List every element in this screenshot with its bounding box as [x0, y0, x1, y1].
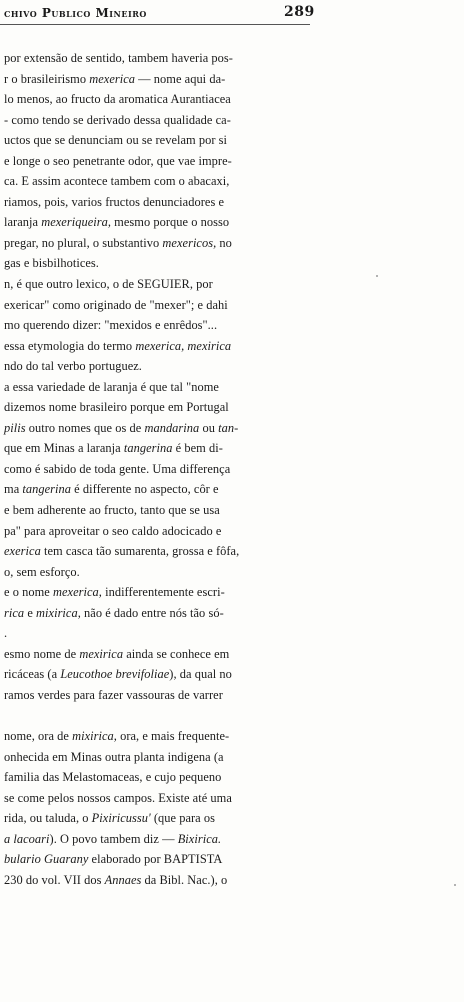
text-run: é differente no aspecto, côr e — [71, 482, 219, 497]
text-line — [4, 664, 320, 685]
text-run: como é sabido de toda gente. Uma differença — [4, 461, 231, 476]
text-line — [4, 69, 320, 90]
text-line — [4, 397, 320, 418]
text-run: e — [24, 605, 37, 620]
text-line — [4, 192, 320, 213]
header-rule — [0, 24, 310, 25]
text-line — [4, 685, 320, 706]
italic-term: mexeriqueira, — [41, 215, 112, 230]
text-run: não é dado entre nós tão só- — [80, 605, 224, 620]
text-line — [4, 562, 320, 583]
text-run: ndo do tal verbo portuguez. — [4, 359, 142, 374]
italic-term: mandarina — [144, 420, 200, 435]
italic-term: pilis — [4, 420, 26, 435]
text-line — [4, 706, 320, 727]
italic-term: bulario Guarany — [4, 852, 89, 867]
text-line — [4, 747, 320, 768]
text-run: essa etymologia do termo — [4, 338, 136, 353]
text-run: laranja — [4, 215, 42, 230]
italic-term: Pixiricussu' — [91, 811, 151, 826]
text-run: mo querendo dizer: "mexidos e enrêdos"... — [4, 318, 218, 333]
text-run: ), da qual no — [169, 667, 232, 682]
text-run: ou — [199, 420, 219, 435]
text-run: ramos verdes para fazer vassouras de varrer — [4, 687, 223, 702]
italic-term: mexirica — [79, 646, 124, 661]
text-run: 230 do vol. VII dos — [4, 872, 105, 887]
text-line — [4, 110, 320, 131]
speck — [454, 884, 456, 886]
body-text — [4, 48, 320, 890]
text-run: dizemos nome brasileiro porque em Portugal — [4, 400, 229, 415]
text-run: lo menos, ao fructo da aromatica Aurantiacea — [4, 92, 231, 107]
italic-term: mexerica — [89, 71, 136, 86]
text-run: e bem adherente ao fructo, tanto que se usa — [4, 503, 220, 518]
italic-term: rica — [4, 605, 25, 620]
text-line — [4, 521, 320, 542]
text-line — [4, 623, 320, 644]
text-line — [4, 377, 320, 398]
text-run: r o brasileirismo — [4, 71, 90, 86]
italic-term: Annaes — [104, 872, 142, 887]
text-line — [4, 233, 320, 254]
text-run: ma — [4, 482, 23, 497]
text-line — [4, 849, 320, 870]
text-run: pa" para aproveitar o seo caldo adocicado e — [4, 523, 222, 538]
text-line — [4, 418, 320, 439]
text-run: no — [216, 235, 232, 250]
text-run: elaborado por BAPTISTA — [88, 852, 223, 867]
text-run: o, sem esforço. — [4, 564, 80, 579]
text-line — [4, 438, 320, 459]
text-run: esmo nome de — [4, 646, 80, 661]
text-line — [4, 315, 320, 336]
text-run: se come pelos nossos campos. Existe até uma — [4, 790, 232, 805]
text-line — [4, 808, 320, 829]
text-line — [4, 89, 320, 110]
italic-term: mexerica, mexirica — [135, 338, 232, 353]
italic-term: tangerina — [22, 482, 72, 497]
running-title: chivo Publico Mineiro — [4, 6, 147, 20]
text-run: pregar, no plural, o substantivo — [4, 235, 163, 250]
text-run: ricáceas (a — [4, 667, 61, 682]
text-line — [4, 253, 320, 274]
text-line — [4, 767, 320, 788]
text-line — [4, 130, 320, 151]
text-run: ). O povo tambem diz — — [49, 831, 178, 846]
text-run: riamos, pois, varios fructos denunciadores e — [4, 194, 225, 209]
italic-term: Leucothoe brevifoliae — [60, 667, 170, 682]
text-line — [4, 479, 320, 500]
text-line — [4, 541, 320, 562]
text-line — [4, 829, 320, 850]
text-line — [4, 356, 320, 377]
text-run: ainda se conhece em — [123, 646, 230, 661]
text-run: - como tendo se derivado dessa qualidade ca- — [4, 112, 231, 127]
text-run: ca. E assim acontece tambem com o abacaxi, — [4, 174, 230, 189]
text-line — [4, 603, 320, 624]
text-line — [4, 500, 320, 521]
text-line — [4, 295, 320, 316]
text-line — [4, 870, 320, 891]
text-run: por extensão de sentido, tambem haveria pos- — [4, 51, 233, 65]
text-line — [4, 48, 320, 69]
text-line — [4, 582, 320, 603]
text-run: da Bibl. Nac.), o — [141, 872, 228, 887]
text-run: e o nome — [4, 585, 53, 600]
page-header — [0, 4, 464, 24]
text-run: que em Minas a laranja — [4, 441, 124, 456]
text-run: (que para os — [150, 811, 215, 826]
italic-term: mixirica, — [36, 605, 81, 620]
text-run: e longe o seo penetrante odor, que vae impre- — [4, 153, 232, 168]
text-run: . — [4, 626, 8, 641]
text-run: nome, ora de — [4, 729, 73, 744]
italic-term: a lacoari — [4, 831, 50, 846]
text-run: — nome aqui da- — [135, 71, 226, 86]
text-line — [4, 726, 320, 747]
italic-term: tan- — [218, 420, 239, 435]
text-line — [4, 274, 320, 295]
text-run: n, é que outro lexico, o de SEGUIER, por — [4, 277, 213, 292]
text-run: mesmo porque o nosso — [111, 215, 230, 230]
text-run: uctos que se denunciam ou se revelam por si — [4, 133, 228, 148]
text-run: indifferentemente escri- — [101, 585, 225, 600]
page-number: 289 — [284, 4, 315, 20]
text-run: a essa variedade de laranja é que tal "nome — [4, 379, 219, 394]
text-line — [4, 459, 320, 480]
text-run: familia das Melastomaceas, e cujo pequeno — [4, 770, 222, 785]
text-line — [4, 212, 320, 233]
italic-term: exerica — [4, 544, 41, 559]
italic-term: tangerina — [123, 441, 173, 456]
text-line — [4, 644, 320, 665]
text-run: onhecida em Minas outra planta indigena (a — [4, 749, 224, 764]
speck — [376, 275, 378, 277]
text-line — [4, 151, 320, 172]
text-run: outro nomes que os de — [25, 420, 145, 435]
text-line — [4, 788, 320, 809]
text-run: rida, ou taluda, o — [4, 811, 92, 826]
text-run: ora, e mais frequente- — [116, 729, 230, 744]
text-line — [4, 171, 320, 192]
text-run: gas e bisbilhotices. — [4, 256, 99, 271]
text-run: é bem di- — [172, 441, 223, 456]
italic-term: mixirica, — [72, 729, 117, 744]
text-line — [4, 336, 320, 357]
italic-term: mexericos, — [162, 235, 217, 250]
italic-term: Bixirica. — [177, 831, 222, 846]
text-run: exericar" como originado de "mexer"; e dahi — [4, 297, 228, 312]
italic-term: mexerica, — [52, 585, 102, 600]
text-run: tem casca tão sumarenta, grossa e fôfa, — [40, 544, 240, 559]
